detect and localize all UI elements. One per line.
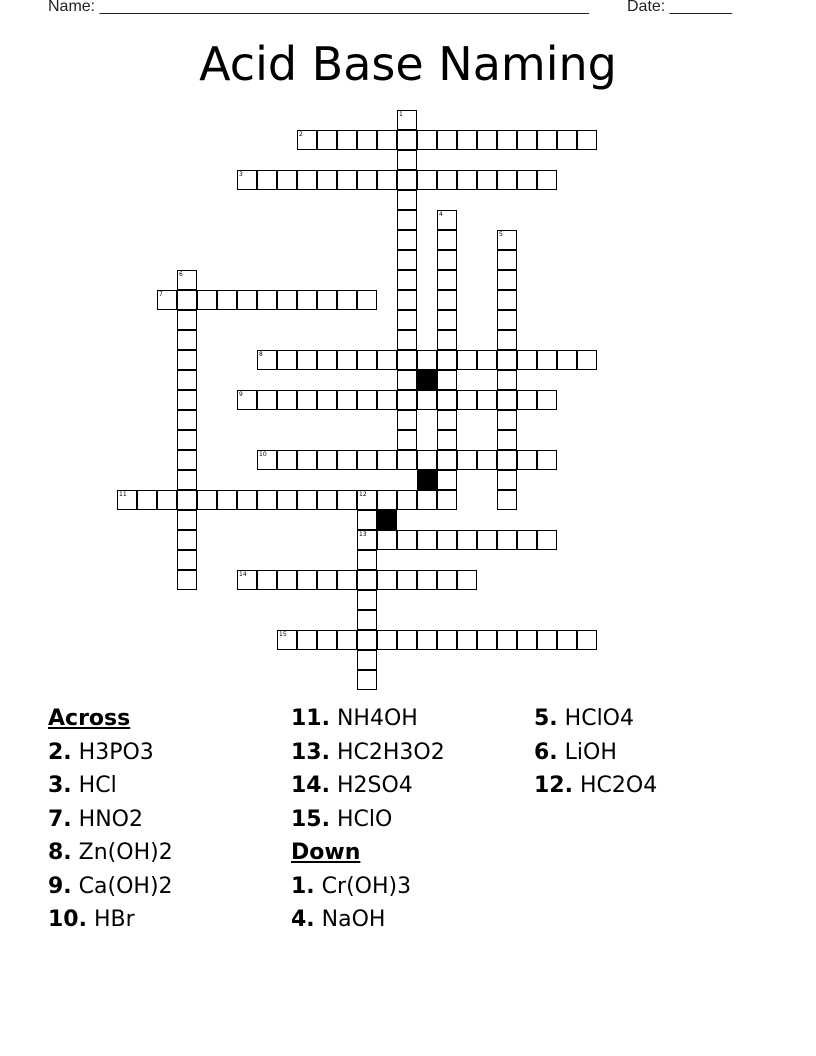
crossword-cell[interactable] [237,390,257,410]
crossword-cell[interactable] [517,390,537,410]
crossword-cell[interactable] [257,450,277,470]
clue-text: H3PO3 [71,739,154,765]
page-title: Acid Base Naming [199,37,617,91]
crossword-cell[interactable] [577,130,597,150]
clue-item [534,702,657,736]
crossword-cell[interactable] [457,530,477,550]
crossword-cell[interactable] [437,170,457,190]
clue-number: 11. [291,706,330,731]
crossword-cell[interactable] [177,510,197,530]
crossword-cell[interactable] [377,450,397,470]
crossword-cell[interactable] [477,530,497,550]
crossword-cell[interactable] [317,450,337,470]
crossword-cell[interactable] [537,350,557,370]
crossword-cell[interactable] [357,630,377,650]
crossword-cell[interactable] [417,170,437,190]
crossword-cell[interactable] [497,530,517,550]
crossword-cell[interactable] [477,390,497,410]
crossword-cell[interactable] [557,350,577,370]
crossword-cell[interactable] [497,630,517,650]
crossword-cell[interactable] [377,130,397,150]
crossword-cell[interactable] [397,310,417,330]
crossword-cell[interactable] [177,410,197,430]
crossword-cell[interactable] [397,530,417,550]
cell-number: 11 [119,491,127,498]
crossword-cell[interactable] [477,130,497,150]
cell-number: 1 [399,111,403,118]
crossword-cell[interactable] [357,550,377,570]
clue-item [534,769,657,803]
clue-item [48,803,173,837]
crossword-cell[interactable] [397,390,417,410]
crossword-cell[interactable] [177,530,197,550]
crossword-cell[interactable] [497,310,517,330]
crossword-cell[interactable] [357,450,377,470]
crossword-cell[interactable] [397,230,417,250]
crossword-cell[interactable] [397,370,417,390]
clue-text: HCl [71,773,117,798]
clue-number: 7. [48,806,72,832]
crossword-cell[interactable] [377,390,397,410]
clue-column-3 [534,702,657,803]
crossword-cell[interactable] [437,450,457,470]
crossword-cell[interactable] [437,350,457,370]
crossword-cell[interactable] [437,250,457,270]
crossword-cell[interactable] [437,410,457,430]
crossword-cell[interactable] [397,570,417,590]
crossword-cell[interactable] [277,570,297,590]
clue-text: H2SO4 [329,773,413,798]
crossword-cell[interactable] [277,630,297,650]
crossword-cell[interactable] [537,130,557,150]
clue-text: Ca(OH)2 [71,873,173,899]
cell-number: 15 [279,631,287,638]
crossword-cell[interactable] [357,130,377,150]
clue-number: 12. [534,773,573,798]
crossword-cell[interactable] [437,630,457,650]
clue-text: HC2H3O2 [329,739,445,765]
crossword-cell[interactable] [397,270,417,290]
crossword-cell[interactable] [457,350,477,370]
crossword-cell[interactable] [237,290,257,310]
crossword-cell[interactable] [417,570,437,590]
crossword-cell[interactable] [357,350,377,370]
crossword-cell[interactable] [197,490,217,510]
crossword-cell[interactable] [177,350,197,370]
crossword-cell[interactable] [417,530,437,550]
crossword-cell[interactable] [317,490,337,510]
clue-item [534,736,657,770]
cell-number: 2 [299,131,303,138]
crossword-cell[interactable] [237,570,257,590]
crossword-cell[interactable] [297,630,317,650]
crossword-cell[interactable] [237,170,257,190]
clue-item [48,769,173,803]
crossword-cell[interactable] [397,330,417,350]
clue-text: NH4OH [329,706,418,731]
crossword-cell[interactable] [497,470,517,490]
clue-text: HClO [329,806,393,832]
cell-number: 6 [179,271,183,278]
cell-number: 5 [499,231,503,238]
clue-text: HC2O4 [572,773,658,798]
crossword-cell[interactable] [337,130,357,150]
clue-column-2 [291,702,445,937]
clue-text: HBr [86,907,135,932]
crossword-cell[interactable] [177,490,197,510]
crossword-cell[interactable] [257,390,277,410]
clue-number: 6. [534,739,558,765]
crossword-cell[interactable] [317,570,337,590]
clue-item [291,769,445,803]
crossword-cell[interactable] [297,290,317,310]
clue-item [48,903,173,937]
crossword-cell[interactable] [417,450,437,470]
cell-number: 13 [359,531,367,538]
crossword-cell[interactable] [337,570,357,590]
crossword-cell[interactable] [337,170,357,190]
clue-item [291,803,445,837]
crossword-cell[interactable] [277,490,297,510]
crossword-cell[interactable] [377,490,397,510]
crossword-cell[interactable] [537,450,557,470]
crossword-cell[interactable] [397,630,417,650]
crossword-cell[interactable] [557,130,577,150]
clue-number: 13. [291,739,330,765]
clue-text: Cr(OH)3 [314,873,412,899]
crossword-cell[interactable] [317,290,337,310]
crossword-cell[interactable] [497,250,517,270]
black-cell [417,470,437,490]
crossword-cell[interactable] [177,450,197,470]
cell-number: 8 [259,351,263,358]
crossword-cell[interactable] [517,630,537,650]
crossword-cell[interactable] [497,370,517,390]
crossword-cell[interactable] [177,290,197,310]
cell-number: 4 [439,211,443,218]
crossword-cell[interactable] [537,630,557,650]
crossword-cell[interactable] [277,170,297,190]
crossword-cell[interactable] [437,290,457,310]
crossword-cell[interactable] [517,350,537,370]
crossword-cell[interactable] [157,490,177,510]
crossword-cell[interactable] [457,570,477,590]
clue-item [291,736,445,770]
crossword-cell[interactable] [137,490,157,510]
crossword-cell[interactable] [397,150,417,170]
name-field[interactable]: Name: _______________________________________________________ [48,0,589,15]
clue-text: HClO4 [557,706,634,731]
crossword-cell[interactable] [177,330,197,350]
crossword-cell[interactable] [437,130,457,150]
clue-number: 4. [291,907,315,932]
crossword-cell[interactable] [457,450,477,470]
crossword-cell[interactable] [357,390,377,410]
crossword-cell[interactable] [497,130,517,150]
clue-text: LiOH [557,739,617,765]
clue-number: 14. [291,773,330,798]
crossword-cell[interactable] [517,530,537,550]
crossword-cell[interactable] [177,390,197,410]
crossword-cell[interactable] [457,390,477,410]
clue-item [291,870,445,904]
crossword-cell[interactable] [297,570,317,590]
crossword-cell[interactable] [337,450,357,470]
crossword-cell[interactable] [357,510,377,530]
crossword-cell[interactable] [437,430,457,450]
crossword-cell[interactable] [417,350,437,370]
crossword-cell[interactable] [297,130,317,150]
clue-number: 8. [48,840,72,865]
crossword-cell[interactable] [397,290,417,310]
crossword-cell[interactable] [457,170,477,190]
crossword-cell[interactable] [477,630,497,650]
crossword-cell[interactable] [337,630,357,650]
crossword-cell[interactable] [397,430,417,450]
crossword-cell[interactable] [397,210,417,230]
crossword-cell[interactable] [497,410,517,430]
cell-number: 3 [239,171,243,178]
clue-number: 9. [48,873,72,899]
crossword-cell[interactable] [537,530,557,550]
cell-number: 9 [239,391,243,398]
crossword-cell[interactable] [537,390,557,410]
clue-heading: Down [291,840,361,865]
crossword-cell[interactable] [357,530,377,550]
crossword-cell[interactable] [497,230,517,250]
crossword-cell[interactable] [357,170,377,190]
crossword-cell[interactable] [377,630,397,650]
crossword-cell[interactable] [457,630,477,650]
clue-column-1 [48,702,173,937]
crossword-cell[interactable] [497,270,517,290]
crossword-cell[interactable] [357,610,377,630]
crossword-cell[interactable] [417,490,437,510]
black-cell [377,510,397,530]
crossword-cell[interactable] [397,250,417,270]
crossword-cell[interactable] [437,570,457,590]
crossword-cell[interactable] [497,430,517,450]
crossword-cell[interactable] [497,450,517,470]
crossword-cell[interactable] [417,630,437,650]
clue-number: 10. [48,907,87,932]
crossword-cell[interactable] [437,210,457,230]
crossword-cell[interactable] [297,350,317,370]
crossword-cell[interactable] [157,290,177,310]
crossword-cell[interactable] [257,350,277,370]
crossword-cell[interactable] [437,310,457,330]
crossword-cell[interactable] [277,450,297,470]
cell-number: 12 [359,491,367,498]
crossword-cell[interactable] [497,290,517,310]
crossword-cell[interactable] [517,170,537,190]
crossword-cell[interactable] [357,290,377,310]
crossword-cell[interactable] [397,170,417,190]
crossword-cell[interactable] [317,630,337,650]
crossword-cell[interactable] [497,490,517,510]
crossword-cell[interactable] [177,550,197,570]
crossword-cell[interactable] [497,350,517,370]
crossword-cell[interactable] [397,450,417,470]
clue-text: HNO2 [71,806,143,832]
crossword-cell[interactable] [177,370,197,390]
crossword-cell[interactable] [277,350,297,370]
crossword-cell[interactable] [317,130,337,150]
crossword-cell[interactable] [297,450,317,470]
crossword-cell[interactable] [357,490,377,510]
clue-item [291,903,445,937]
crossword-cell[interactable] [437,330,457,350]
crossword-cell[interactable] [357,650,377,670]
crossword-cell[interactable] [517,130,537,150]
clue-text: NaOH [314,907,386,932]
crossword-cell[interactable] [257,290,277,310]
clue-text: Zn(OH)2 [71,840,173,865]
cell-number: 14 [239,571,247,578]
crossword-cell[interactable] [397,410,417,430]
crossword-cell[interactable] [497,170,517,190]
clue-item [48,870,173,904]
crossword-cell[interactable] [337,290,357,310]
crossword-cell[interactable] [337,490,357,510]
crossword-cell[interactable] [497,390,517,410]
crossword-cell[interactable] [437,490,457,510]
crossword-cell[interactable] [437,230,457,250]
crossword-cell[interactable] [377,350,397,370]
crossword-cell[interactable] [257,570,277,590]
crossword-cell[interactable] [397,110,417,130]
crossword-cell[interactable] [397,130,417,150]
crossword-cell[interactable] [417,130,437,150]
cell-number: 10 [259,451,267,458]
crossword-cell[interactable] [437,390,457,410]
black-cell [417,370,437,390]
crossword-cell[interactable] [257,170,277,190]
crossword-cell[interactable] [357,590,377,610]
crossword-cell[interactable] [277,390,297,410]
crossword-cell[interactable] [437,470,457,490]
crossword-cell[interactable] [517,450,537,470]
crossword-cell[interactable] [397,490,417,510]
clue-item [291,702,445,736]
clue-number: 5. [534,706,558,731]
crossword-cell[interactable] [397,190,417,210]
crossword-cell[interactable] [457,130,477,150]
crossword-cell[interactable] [437,370,457,390]
crossword-cell[interactable] [577,350,597,370]
crossword-cell[interactable] [177,310,197,330]
crossword-cell[interactable] [497,330,517,350]
clue-item [48,736,173,770]
crossword-cell[interactable] [477,450,497,470]
crossword-cell[interactable] [217,490,237,510]
crossword-cell[interactable] [117,490,137,510]
date-field[interactable]: Date: _______ [627,0,732,15]
crossword-cell[interactable] [477,170,497,190]
crossword-cell[interactable] [217,290,237,310]
clue-number: 1. [291,873,315,899]
clue-item [48,836,173,870]
crossword-cell[interactable] [177,270,197,290]
crossword-cell[interactable] [357,670,377,690]
cell-number: 7 [159,291,163,298]
crossword-cell[interactable] [317,350,337,370]
crossword-cell[interactable] [277,290,297,310]
crossword-cell[interactable] [477,350,497,370]
crossword-cell[interactable] [417,390,437,410]
crossword-cell[interactable] [197,290,217,310]
crossword-cell[interactable] [177,470,197,490]
crossword-cell[interactable] [437,530,457,550]
crossword-cell[interactable] [557,630,577,650]
clue-heading: Across [48,706,131,731]
crossword-cell[interactable] [177,430,197,450]
clue-number: 3. [48,773,72,798]
crossword-cell[interactable] [297,390,317,410]
crossword-cell[interactable] [237,490,257,510]
crossword-cell[interactable] [577,630,597,650]
crossword-cell[interactable] [437,270,457,290]
crossword-cell[interactable] [377,170,397,190]
clue-list [0,702,816,1002]
crossword-cell[interactable] [537,170,557,190]
clue-number: 2. [48,739,72,765]
crossword-cell[interactable] [397,350,417,370]
crossword-cell[interactable] [297,490,317,510]
crossword-cell[interactable] [377,530,397,550]
crossword-cell[interactable] [177,570,197,590]
crossword-cell[interactable] [297,170,317,190]
crossword-cell[interactable] [337,390,357,410]
crossword-cell[interactable] [337,350,357,370]
clue-number: 15. [291,806,330,832]
crossword-cell[interactable] [317,390,337,410]
crossword-cell[interactable] [377,570,397,590]
crossword-cell[interactable] [317,170,337,190]
crossword-cell[interactable] [257,490,277,510]
crossword-cell[interactable] [357,570,377,590]
